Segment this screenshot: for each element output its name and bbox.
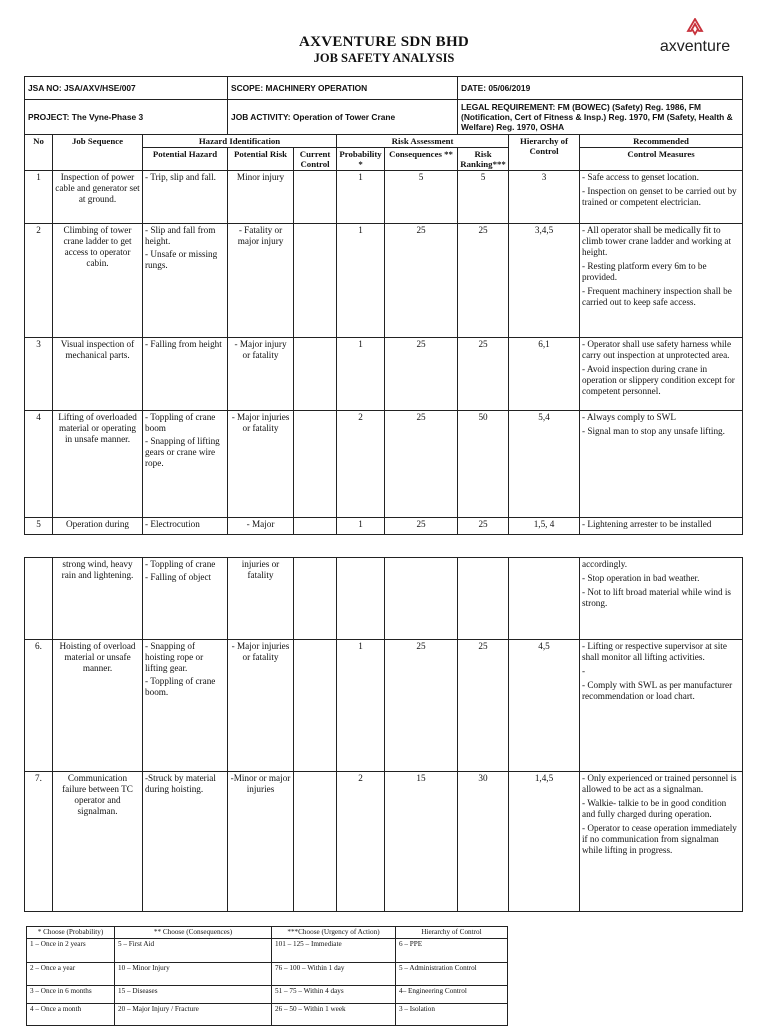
legend-body — [27, 939, 508, 1026]
measure-item: - All operator shall be medically fit to climb tower crane ladder and working at height. — [582, 225, 732, 257]
col-risk-assessment: Risk Assessment — [337, 135, 509, 148]
probability: 1 — [337, 338, 385, 411]
col-potential-risk: Potential Risk — [228, 148, 294, 171]
hierarchy-of-control: 5,4 — [509, 411, 580, 518]
row-number: 4 — [25, 411, 53, 518]
row-number: 7. — [25, 772, 53, 912]
hierarchy-of-control — [509, 558, 580, 640]
legend-consequence: 5 – First Aid — [115, 939, 272, 963]
legend-table — [26, 926, 508, 1026]
document-title: JOB SAFETY ANALYSIS — [313, 51, 455, 65]
company-logo — [645, 18, 745, 70]
legend-probability: 4 – Once a month — [27, 1004, 115, 1026]
table-row — [25, 772, 743, 912]
probability: 1 — [337, 171, 385, 224]
hierarchy-of-control: 3,4,5 — [509, 224, 580, 338]
potential-hazard — [143, 224, 228, 338]
legend-probability: 1 – Once in 2 years — [27, 939, 115, 963]
measure-item: - Signal man to stop any unsafe lifting. — [582, 426, 725, 436]
legend-urgency: 76 – 100 – Within 1 day — [272, 963, 396, 986]
probability: 1 — [337, 224, 385, 338]
row-number — [25, 558, 53, 640]
current-control — [294, 171, 337, 224]
measure-item: - Avoid inspection during crane in operation or slippery condition except for competent personnel. — [582, 364, 735, 396]
job-sequence: strong wind, heavy rain and lightening. — [53, 558, 143, 640]
legend-header-hierarchy: Hierarchy of Control — [396, 927, 508, 939]
row-number: 1 — [25, 171, 53, 224]
potential-hazard — [143, 411, 228, 518]
probability: 2 — [337, 772, 385, 912]
job-sequence: Hoisting of overload material or unsafe manner. — [53, 640, 143, 772]
risk-ranking: 25 — [458, 518, 509, 535]
hazard-item: - Falling of object — [145, 572, 212, 582]
table-row — [25, 224, 743, 338]
potential-risk: Minor injury — [228, 171, 294, 224]
legend-header-probability: * Choose (Probability) — [27, 927, 115, 939]
col-current-control: Current Control — [294, 148, 337, 171]
consequences: 25 — [385, 224, 458, 338]
table-row — [25, 558, 743, 640]
hazard-item: -Struck by material during hoisting. — [145, 773, 216, 794]
legend-row — [27, 1004, 508, 1026]
hazard-item: - Trip, slip and fall. — [145, 172, 216, 182]
legend-hierarchy: 6 – PPE — [396, 939, 508, 963]
job-sequence: Visual inspection of mechanical parts. — [53, 338, 143, 411]
hazard-item: - Slip and fall from height. — [145, 225, 216, 246]
potential-risk: - Major injuries or fatality — [228, 640, 294, 772]
job-activity: JOB ACTIVITY: Operation of Tower Crane — [228, 100, 458, 135]
measure-item: - Safe access to genset location. — [582, 172, 699, 182]
current-control — [294, 411, 337, 518]
scope: SCOPE: MACHINERY OPERATION — [228, 77, 458, 100]
job-sequence: Lifting of overloaded material or operating in unsafe manner. — [53, 411, 143, 518]
hazard-item: - Toppling of crane boom — [145, 412, 216, 433]
job-sequence: Climbing of tower crane ladder to get access to operator cabin. — [53, 224, 143, 338]
measure-item: - Comply with SWL as per manufacturer recommendation or load chart. — [582, 680, 733, 701]
potential-hazard — [143, 171, 228, 224]
legend-row — [27, 939, 508, 963]
legend-row — [27, 986, 508, 1004]
measure-item: - Operator to cease operation immediately if no communication from signalman while lifting in progress. — [582, 823, 737, 855]
potential-hazard — [143, 338, 228, 411]
hazard-item: - Toppling of crane — [145, 559, 216, 569]
measure-item: - Not to lift broad material while wind is strong. — [582, 587, 732, 608]
legal-requirement: LEGAL REQUIREMENT: FM (BOWEC) (Safety) Reg. 1986, FM (Notification, Cert of Fitness & Insp.) Reg. 1970, FM (Safety, Health & Welfare) Reg. 1970, OSHA — [458, 100, 743, 135]
date: DATE: 05/06/2019 — [458, 77, 743, 100]
col-no: No — [25, 135, 53, 171]
hazard-item: - Falling from height — [145, 339, 222, 349]
col-job-sequence: Job Sequence — [53, 135, 143, 171]
measure-item: - Stop operation in bad weather. — [582, 573, 700, 583]
legend-header-consequences: ** Choose (Consequences) — [115, 927, 272, 939]
measure-item: - Lifting or respective supervisor at site shall monitor all lifting activities. — [582, 641, 727, 662]
risk-ranking: 25 — [458, 338, 509, 411]
control-measures — [580, 558, 743, 640]
hazard-item: - Snapping of lifting gears or crane wire rope. — [145, 436, 220, 468]
hierarchy-of-control: 3 — [509, 171, 580, 224]
col-hazard-identification: Hazard Identification — [143, 135, 337, 148]
legend-consequence: 10 – Minor Injury — [115, 963, 272, 986]
jsa-table-page2 — [24, 557, 743, 912]
measure-item: accordingly. — [582, 559, 628, 569]
probability: 2 — [337, 411, 385, 518]
consequences: 25 — [385, 518, 458, 535]
jsa-table-page1 — [24, 76, 743, 535]
logo-wordmark: axventure — [659, 38, 731, 55]
col-control-measures: Control Measures — [580, 148, 743, 171]
risk-ranking: 25 — [458, 224, 509, 338]
current-control — [294, 338, 337, 411]
potential-risk: - Major injuries or fatality — [228, 411, 294, 518]
current-control — [294, 518, 337, 535]
consequences: 25 — [385, 640, 458, 772]
legend-consequence: 20 – Major Injury / Fracture — [115, 1004, 272, 1026]
consequences — [385, 558, 458, 640]
consequences: 5 — [385, 171, 458, 224]
project: PROJECT: The Vyne-Phase 3 — [25, 100, 228, 135]
hierarchy-of-control: 1,4,5 — [509, 772, 580, 912]
job-sequence: Communication failure between TC operator and signalman. — [53, 772, 143, 912]
row-number: 5 — [25, 518, 53, 535]
row-number: 3 — [25, 338, 53, 411]
consequences: 25 — [385, 338, 458, 411]
risk-ranking: 30 — [458, 772, 509, 912]
potential-risk: - Fatality or major injury — [228, 224, 294, 338]
legend-urgency: 51 – 75 – Within 4 days — [272, 986, 396, 1004]
risk-ranking: 5 — [458, 171, 509, 224]
legend-probability: 3 – Once in 6 months — [27, 986, 115, 1004]
control-measures — [580, 518, 743, 535]
potential-risk: injuries or fatality — [228, 558, 294, 640]
control-measures — [580, 411, 743, 518]
hierarchy-of-control: 1,5, 4 — [509, 518, 580, 535]
legend-consequence: 15 – Diseases — [115, 986, 272, 1004]
legend-row — [27, 963, 508, 986]
col-probability: Probability * — [337, 148, 385, 171]
current-control — [294, 558, 337, 640]
measure-item: - Lightening arrester to be installed — [582, 519, 712, 529]
jsa-number: JSA NO: JSA/AXV/HSE/007 — [25, 77, 228, 100]
risk-ranking — [458, 558, 509, 640]
measure-item: - Inspection on genset to be carried out by trained or competent electrician. — [582, 186, 737, 207]
consequences: 15 — [385, 772, 458, 912]
legend-hierarchy: 4– Engineering Control — [396, 986, 508, 1004]
control-measures — [580, 171, 743, 224]
job-sequence: Inspection of power cable and generator set at ground. — [53, 171, 143, 224]
current-control — [294, 640, 337, 772]
hierarchy-of-control: 6,1 — [509, 338, 580, 411]
consequences: 25 — [385, 411, 458, 518]
table-body-page1 — [25, 171, 743, 535]
legend-urgency: 101 – 125 – Immediate — [272, 939, 396, 963]
legend-hierarchy: 5 – Administration Control — [396, 963, 508, 986]
risk-ranking: 25 — [458, 640, 509, 772]
current-control — [294, 772, 337, 912]
col-potential-hazard: Potential Hazard — [143, 148, 228, 171]
table-row — [25, 518, 743, 535]
row-number: 6. — [25, 640, 53, 772]
probability: 1 — [337, 518, 385, 535]
table-row — [25, 640, 743, 772]
control-measures — [580, 224, 743, 338]
table-body-page2 — [25, 558, 743, 912]
measure-item: - Only experienced or trained personnel is allowed to be act as a signalman. — [582, 773, 737, 794]
probability — [337, 558, 385, 640]
control-measures — [580, 338, 743, 411]
hazard-item: - Snapping of hoisting rope or lifting gear. — [145, 641, 204, 673]
measure-item: - — [582, 666, 586, 676]
table-row — [25, 411, 743, 518]
control-measures — [580, 772, 743, 912]
legend-hierarchy: 3 – Isolation — [396, 1004, 508, 1026]
potential-risk: -Minor or major injuries — [228, 772, 294, 912]
hazard-item: - Toppling of crane boom. — [145, 676, 216, 697]
table-row — [25, 171, 743, 224]
current-control — [294, 224, 337, 338]
measure-item: - Frequent machinery inspection shall be carried out to keep safe access. — [582, 286, 732, 307]
measure-item: - Resting platform every 6m to be provided. — [582, 261, 707, 282]
a-chevron-logo-icon — [686, 18, 704, 36]
potential-hazard — [143, 518, 228, 535]
potential-risk: - Major injury or fatality — [228, 338, 294, 411]
risk-ranking: 50 — [458, 411, 509, 518]
row-number: 2 — [25, 224, 53, 338]
col-consequences: Consequences ** — [385, 148, 458, 171]
job-sequence: Operation during — [53, 518, 143, 535]
measure-item: - Operator shall use safety harness while carry out inspection at unprotected area. — [582, 339, 732, 360]
legend-urgency: 26 – 50 – Within 1 week — [272, 1004, 396, 1026]
potential-hazard — [143, 558, 228, 640]
table-row — [25, 338, 743, 411]
potential-risk: - Major — [228, 518, 294, 535]
col-risk-ranking: Risk Ranking*** — [458, 148, 509, 171]
legend-header-urgency: ***Choose (Urgency of Action) — [272, 927, 396, 939]
measure-item: - Walkie- talkie to be in good condition and fully charged during operation. — [582, 798, 727, 819]
potential-hazard — [143, 640, 228, 772]
col-recommended: Recommended — [580, 135, 743, 148]
potential-hazard — [143, 772, 228, 912]
hierarchy-of-control: 4,5 — [509, 640, 580, 772]
measure-item: - Always comply to SWL — [582, 412, 676, 422]
col-hierarchy: Hierarchy of Control — [509, 135, 580, 171]
company-name: AXVENTURE SDN BHD — [298, 34, 470, 50]
legend-probability: 2 – Once a year — [27, 963, 115, 986]
hazard-item: - Unsafe or missing rungs. — [145, 249, 218, 270]
control-measures — [580, 640, 743, 772]
probability: 1 — [337, 640, 385, 772]
hazard-item: - Electrocution — [145, 519, 200, 529]
